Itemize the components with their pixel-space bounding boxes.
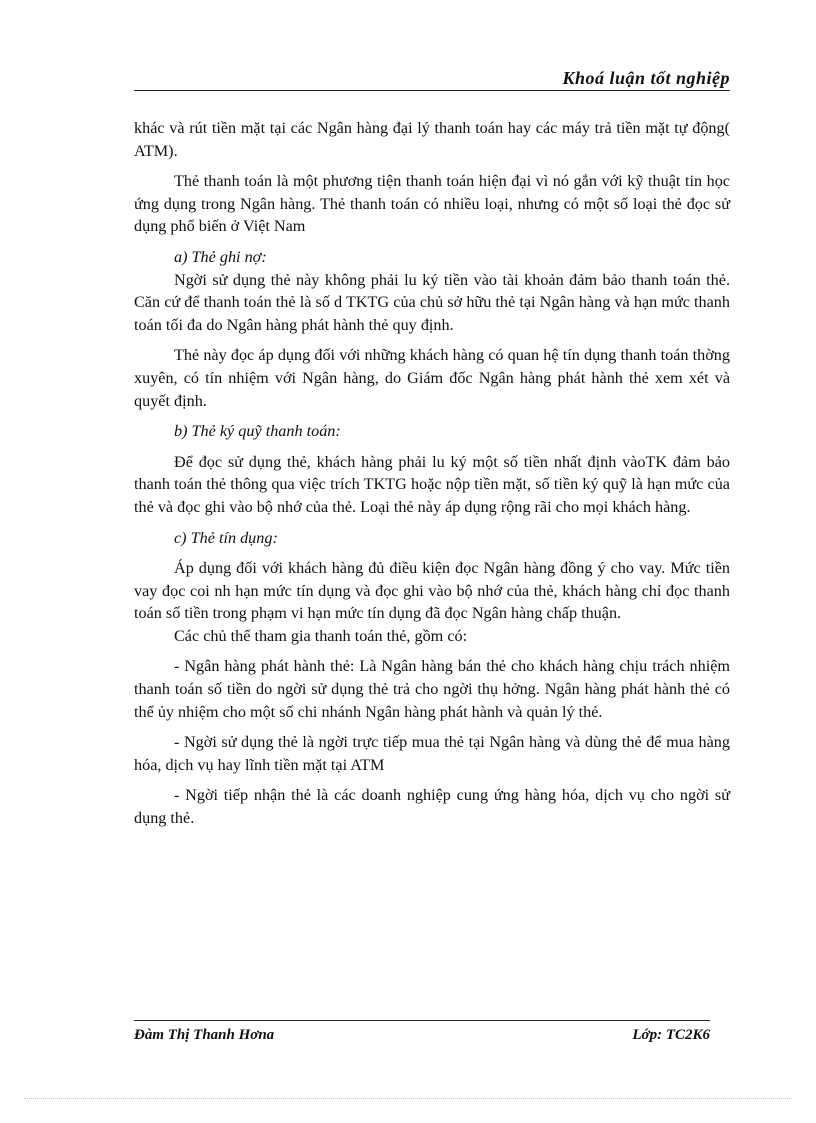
paragraph: khác và rút tiền mặt tại các Ngân hàng đại lý thanh toán hay các máy trả tiền mặt tự động( ATM).	[134, 119, 730, 160]
paragraph: Thẻ thanh toán là một phương tiện thanh toán hiện đại vì nó gắn với kỹ thuật tin học ứng dụng trong Ngân hàng. Thẻ thanh toán có nhiều loại, nhưng có một số loại thẻ đọc sử dụng phổ biến ở Việt Nam	[134, 172, 730, 236]
page-bottom-border	[24, 1098, 792, 1099]
subheading: c) Thẻ tín dụng:	[174, 528, 278, 547]
footer-author: Đàm Thị Thanh Hơna	[134, 1027, 275, 1043]
paragraph: - Ngời tiếp nhận thẻ là các doanh nghiệp cung ứng hàng hóa, dịch vụ cho ngời sử dụng thẻ.	[134, 786, 730, 828]
footer-rule	[134, 1020, 710, 1021]
paragraph: - Ngời sử dụng thẻ là ngời trực tiếp mua thẻ tại Ngân hàng và dùng thẻ để mua hàng hóa, dịch vụ hay lĩnh tiền mặt tại ATM	[134, 733, 730, 774]
page-footer	[134, 1020, 710, 1044]
paragraph: - Ngân hàng phát hành thẻ: Là Ngân hàng bán thẻ cho khách hàng chịu trách nhiệm thanh toán số tiền do ngời sử dụng thẻ trả cho ngời thụ hởng. Ngân hàng phát hành thẻ có thể ủy nhiệm cho một số chi nhánh Ngân hàng phát hành và quản lý thẻ.	[134, 657, 730, 721]
paragraph: Áp dụng đối với khách hàng đủ điều kiện đọc Ngân hàng đồng ý cho vay. Mức tiền vay đọc coi nh hạn mức tín dụng và đọc ghi vào bộ nhớ của thẻ, khách hàng chỉ đọc thanh toán số tiền trong phạm vi hạn mức tín dụng đã đọc Ngân hàng chấp thuận.	[134, 559, 730, 623]
header-title: Khoá luận tốt nghiệp	[562, 68, 730, 88]
paragraph: Ngời sử dụng thẻ này không phải lu ký tiền vào tài khoản đảm bảo thanh toán thẻ. Căn cứ để thanh toán thẻ là số d TKTG của chủ sở hữu thẻ tại Ngân hàng và hạn mức thanh toán tối đa do Ngân hàng phát hành thẻ quy định.	[134, 270, 730, 334]
paragraph: Để đọc sử dụng thẻ, khách hàng phải lu ký một số tiền nhất định vàoTK đảm bảo thanh toán thẻ thông qua việc trích TKTG hoặc nộp tiền mặt, số tiền ký quỹ là hạn mức của thẻ và đọc ghi vào bộ nhớ của thẻ. Loại thẻ này áp dụng rộng rãi cho mọi khách hàng.	[134, 452, 730, 516]
page-header	[134, 68, 730, 91]
paragraph: Các chủ thể tham gia thanh toán thẻ, gồm có:	[174, 626, 468, 645]
subheading: a) Thẻ ghi nợ:	[174, 247, 267, 266]
subheading: b) Thẻ ký quỹ thanh toán:	[174, 422, 341, 441]
paragraph: Thẻ này đọc áp dụng đối với những khách hàng có quan hệ tín dụng thanh toán thờng xuyên, có tín nhiệm với Ngân hàng, do Giám đốc Ngân hàng phát hành thẻ xem xét và quyết định.	[134, 346, 730, 410]
footer-class: Lớp: TC2K6	[632, 1027, 710, 1043]
document-body	[134, 117, 730, 830]
